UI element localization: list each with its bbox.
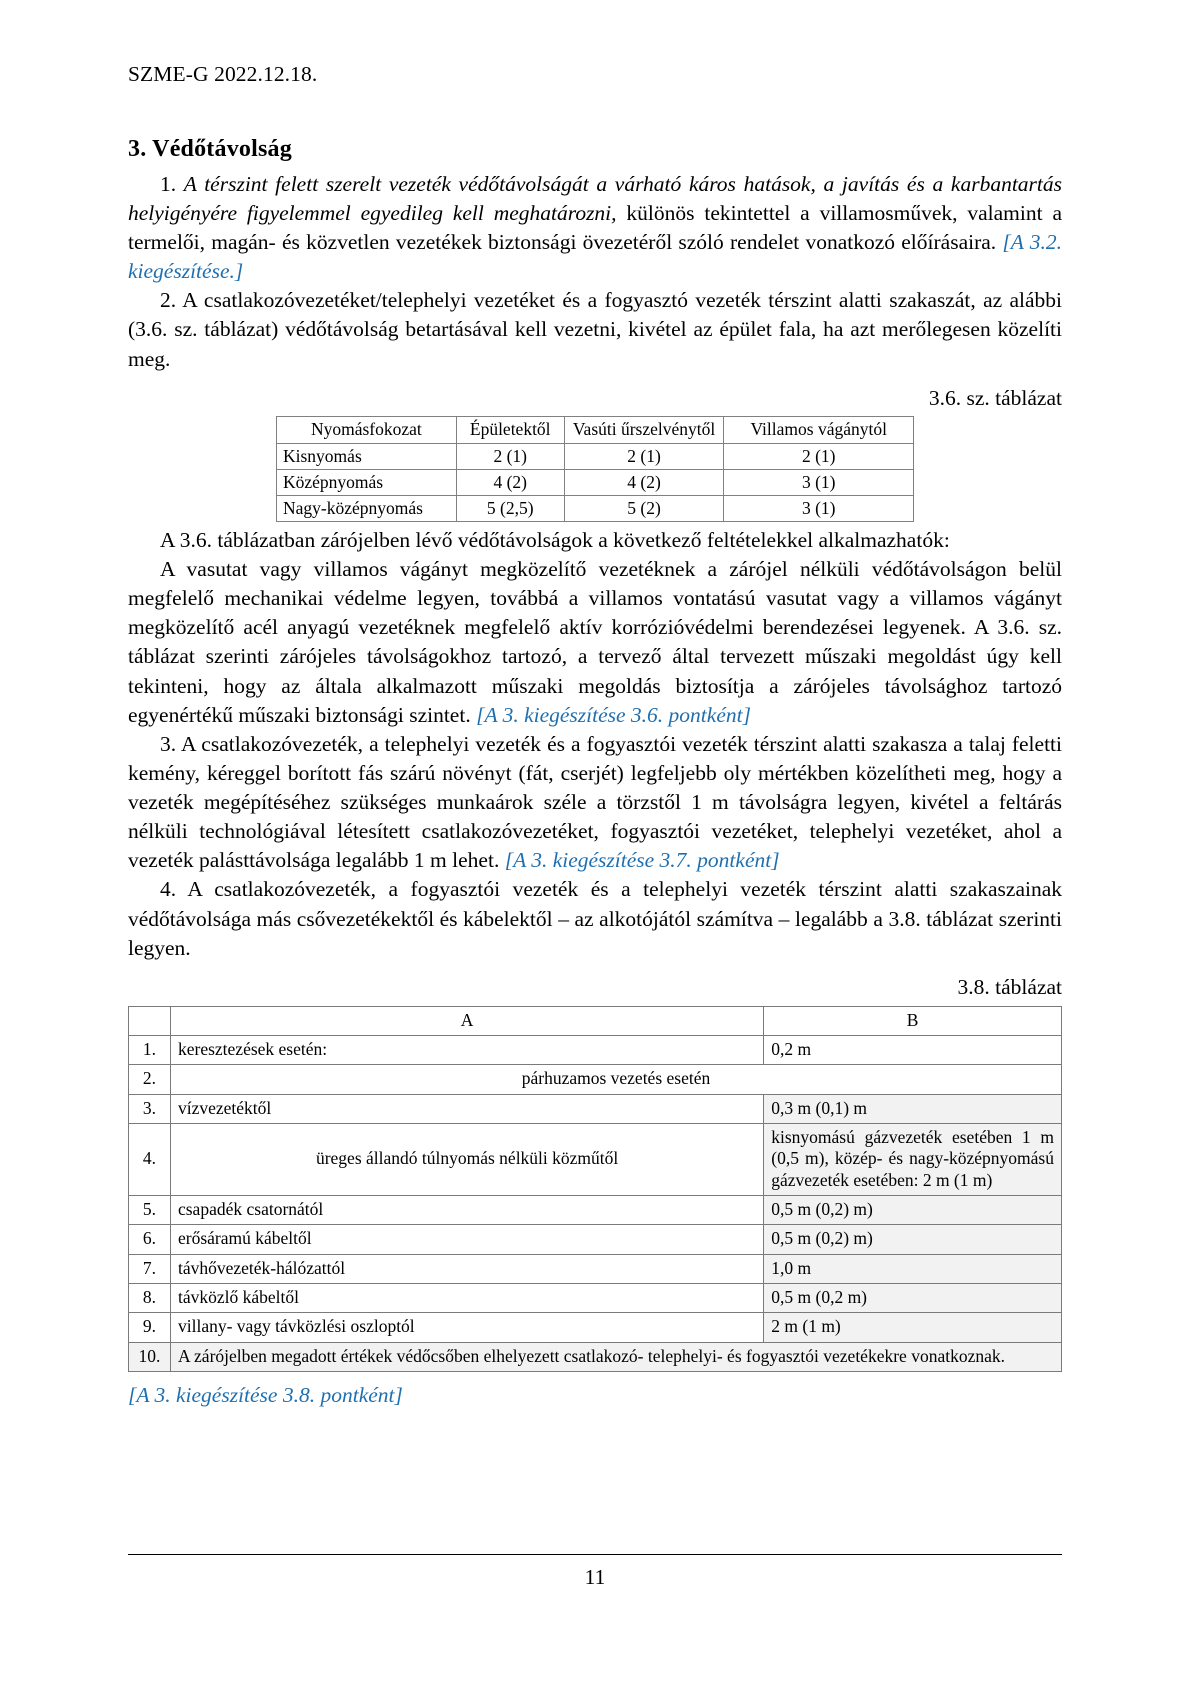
- paragraph-1-italic: A térszint felett szerelt vezeték védőtávolságát a várható káros hatások, a javítás és a karbantartás helyigényére figyelemmel egyedileg kell meghatározni,: [128, 171, 1063, 225]
- table-row: [129, 1196, 1062, 1225]
- table-row: [129, 1124, 1062, 1196]
- table-row: [129, 1254, 1062, 1283]
- table-38-row-number: 1.: [129, 1035, 171, 1064]
- table-row: [129, 1094, 1062, 1123]
- table-36-header-cell: Nyomásfokozat: [277, 417, 457, 443]
- table-row: [129, 1225, 1062, 1254]
- page-number: 11: [584, 1565, 606, 1590]
- paragraph-5-text: 3. A csatlakozóvezeték, a telephelyi vezeték és a fogyasztói vezeték térszint alatti szakasza a talaj feletti kemény, kéreggel borított fás szárú növényt (fát, cserjét) legfeljebb oly mértékben közelítheti meg, hogy a vezeték megépítéséhez szükséges munkaárok széle a törzstől 1 m távolságra legyen, kivétel a feltárás nélküli technológiával létesített csatlakozóvezetéket, fogyasztói vezetéket, telephelyi vezetéket, ahol a vezeték palásttávolsága legalább 1 m lehet.: [128, 731, 1062, 873]
- table-38-cell-a: üreges állandó túlnyomás nélküli közműtől: [170, 1124, 763, 1196]
- table-38-row-number: 4.: [129, 1124, 171, 1196]
- table-36-wrapper: [128, 416, 1062, 522]
- table-38-caption: 3.8. táblázat: [957, 974, 1062, 999]
- footer-divider: [128, 1554, 1062, 1555]
- table-38-cell-b: 1,0 m: [764, 1254, 1062, 1283]
- table-38-cell-b: 2 m (1 m): [764, 1313, 1062, 1342]
- table-36-cell: 2 (1): [456, 443, 564, 469]
- table-38-cell-b: 0,5 m (0,2) m): [764, 1225, 1062, 1254]
- table-36-cell: 3 (1): [724, 495, 914, 521]
- table-36-cell: Kisnyomás: [277, 443, 457, 469]
- table-row: [277, 443, 914, 469]
- table-38-cell-a: csapadék csatornától: [170, 1196, 763, 1225]
- table-row: [277, 417, 914, 443]
- page-title: 3. Védőtávolság: [128, 135, 292, 162]
- table-36-caption: 3.6. sz. táblázat: [928, 385, 1062, 410]
- annotation-3-8: [A 3. kiegészítése 3.8. pontként]: [128, 1383, 403, 1408]
- paragraph-1: [128, 170, 1062, 287]
- table-38-cell-a: keresztezések esetén:: [170, 1035, 763, 1064]
- table-36-cell: Középnyomás: [277, 469, 457, 495]
- table-38-row-number: 9.: [129, 1313, 171, 1342]
- table-38-cell-b: 0,3 m (0,1) m: [764, 1094, 1062, 1123]
- table-36-header-cell: Épületektől: [456, 417, 564, 443]
- paragraph-1-rest: különös tekintettel a villamosművek, valamint a termelői, magán- és közvetlen vezetékek biztonsági övezetéről szóló rendelet vonatkozó előírásaira.: [128, 200, 1062, 255]
- table-38-row-number: 5.: [129, 1196, 171, 1225]
- table-38-cell-span: párhuzamos vezetés esetén: [170, 1065, 1061, 1094]
- table-row: [129, 1006, 1062, 1035]
- table-38-cell-span: A zárójelben megadott értékek védőcsőben elhelyezett csatlakozó- telephelyi- és fogyasztói vezetékekre vonatkoznak.: [170, 1342, 1061, 1371]
- annotation-3-2: [A 3.2. kiegészítése.]: [128, 230, 1062, 284]
- table-36-cell: Nagy-középnyomás: [277, 495, 457, 521]
- table-36-cell: 5 (2,5): [456, 495, 564, 521]
- table-38-cell-a: erősáramú kábeltől: [170, 1225, 763, 1254]
- table-36-cell: 3 (1): [724, 469, 914, 495]
- table-38-column-header-b: B: [764, 1006, 1062, 1035]
- table-row: [277, 495, 914, 521]
- table-38-corner-cell: [129, 1006, 171, 1035]
- table-38-cell-a: villany- vagy távközlési oszloptól: [170, 1313, 763, 1342]
- table-38-cell-a: távhővezeték-hálózattól: [170, 1254, 763, 1283]
- paragraph-2: 2. A csatlakozóvezetéket/telephelyi vezetéket és a fogyasztó vezeték térszint alatti szakaszát, az alábbi (3.6. sz. táblázat) védőtávolság betartásával kell vezetni, kivétel az épület fala, ha azt merőlegesen közelíti meg.: [128, 288, 1062, 371]
- table-36-cell: 2 (1): [724, 443, 914, 469]
- table-38-cell-b: 0,2 m: [764, 1035, 1062, 1064]
- table-38-column-header-a: A: [170, 1006, 763, 1035]
- table-38-row-number: 2.: [129, 1065, 171, 1094]
- paragraph-3: A 3.6. táblázatban zárójelben lévő védőtávolságok a következő feltételekkel alkalmazhatók:: [160, 527, 950, 552]
- table-row: [129, 1342, 1062, 1371]
- table-row: [277, 469, 914, 495]
- table-38-cell-a: távközlő kábeltől: [170, 1284, 763, 1313]
- table-38-row-number: 8.: [129, 1284, 171, 1313]
- table-row: [129, 1284, 1062, 1313]
- annotation-3-6: [A 3. kiegészítése 3.6. pontként]: [476, 702, 751, 727]
- running-head: SZME-G 2022.12.18.: [128, 62, 318, 86]
- table-row: [129, 1313, 1062, 1342]
- table-36-cell: 4 (2): [456, 469, 564, 495]
- table-38-cell-a: vízvezetéktől: [170, 1094, 763, 1123]
- table-36-cell: 2 (1): [564, 443, 724, 469]
- paragraph-6: 4. A csatlakozóvezeték, a fogyasztói vezeték és a telephelyi vezeték térszint alatti szakaszainak védőtávolsága más csővezetékektől és kábelektől – az alkotójától számítva – legalább a 3.8. táblázat szerinti legyen.: [128, 877, 1062, 960]
- table-38: [128, 1006, 1062, 1372]
- annotation-3-7: [A 3. kiegészítése 3.7. pontként]: [504, 848, 780, 873]
- paragraph-1-number: 1.: [160, 171, 184, 196]
- table-38-row-number: 7.: [129, 1254, 171, 1283]
- table-36-cell: 4 (2): [564, 469, 724, 495]
- table-38-row-number: 6.: [129, 1225, 171, 1254]
- paragraph-4-text: A vasutat vagy villamos vágányt megközelítő vezetéknek a zárójel nélküli védőtávolságon belül megfelelő mechanikai védelme legyen, továbbá a villamos vontatású vasutat vagy a villamos vágányt megközelítő acél anyagú vezetéknek megfelelő aktív korrózióvédelmi berendezései legyenek. A 3.6. sz. táblázat szerinti zárójeles távolságokhoz tartozó, a tervező által tervezett műszaki megoldást úgy kell tekinteni, hogy az általa alkalmazott műszaki megoldás biztosítja a zárójeles távolsághoz tartozó egyenértékű műszaki biztonsági szintet.: [128, 557, 1062, 727]
- page-footer: [128, 1554, 1062, 1591]
- table-38-cell-b: 0,5 m (0,2 m): [764, 1284, 1062, 1313]
- paragraph-5: [128, 730, 1062, 876]
- table-36: [276, 416, 914, 522]
- table-38-row-number: 10.: [129, 1342, 171, 1371]
- table-38-row-number: 3.: [129, 1094, 171, 1123]
- table-38-cell-b: kisnyomású gázvezeték esetében 1 m (0,5 m), közép- és nagy-középnyomású gázvezeték esetében: 2 m (1 m): [764, 1124, 1062, 1196]
- paragraph-4: [128, 555, 1062, 730]
- table-36-header-cell: Villamos vágánytól: [724, 417, 914, 443]
- table-row: [129, 1065, 1062, 1094]
- table-row: [129, 1035, 1062, 1064]
- table-36-header-cell: Vasúti űrszelvénytől: [564, 417, 724, 443]
- table-36-cell: 5 (2): [564, 495, 724, 521]
- table-38-cell-b: 0,5 m (0,2) m): [764, 1196, 1062, 1225]
